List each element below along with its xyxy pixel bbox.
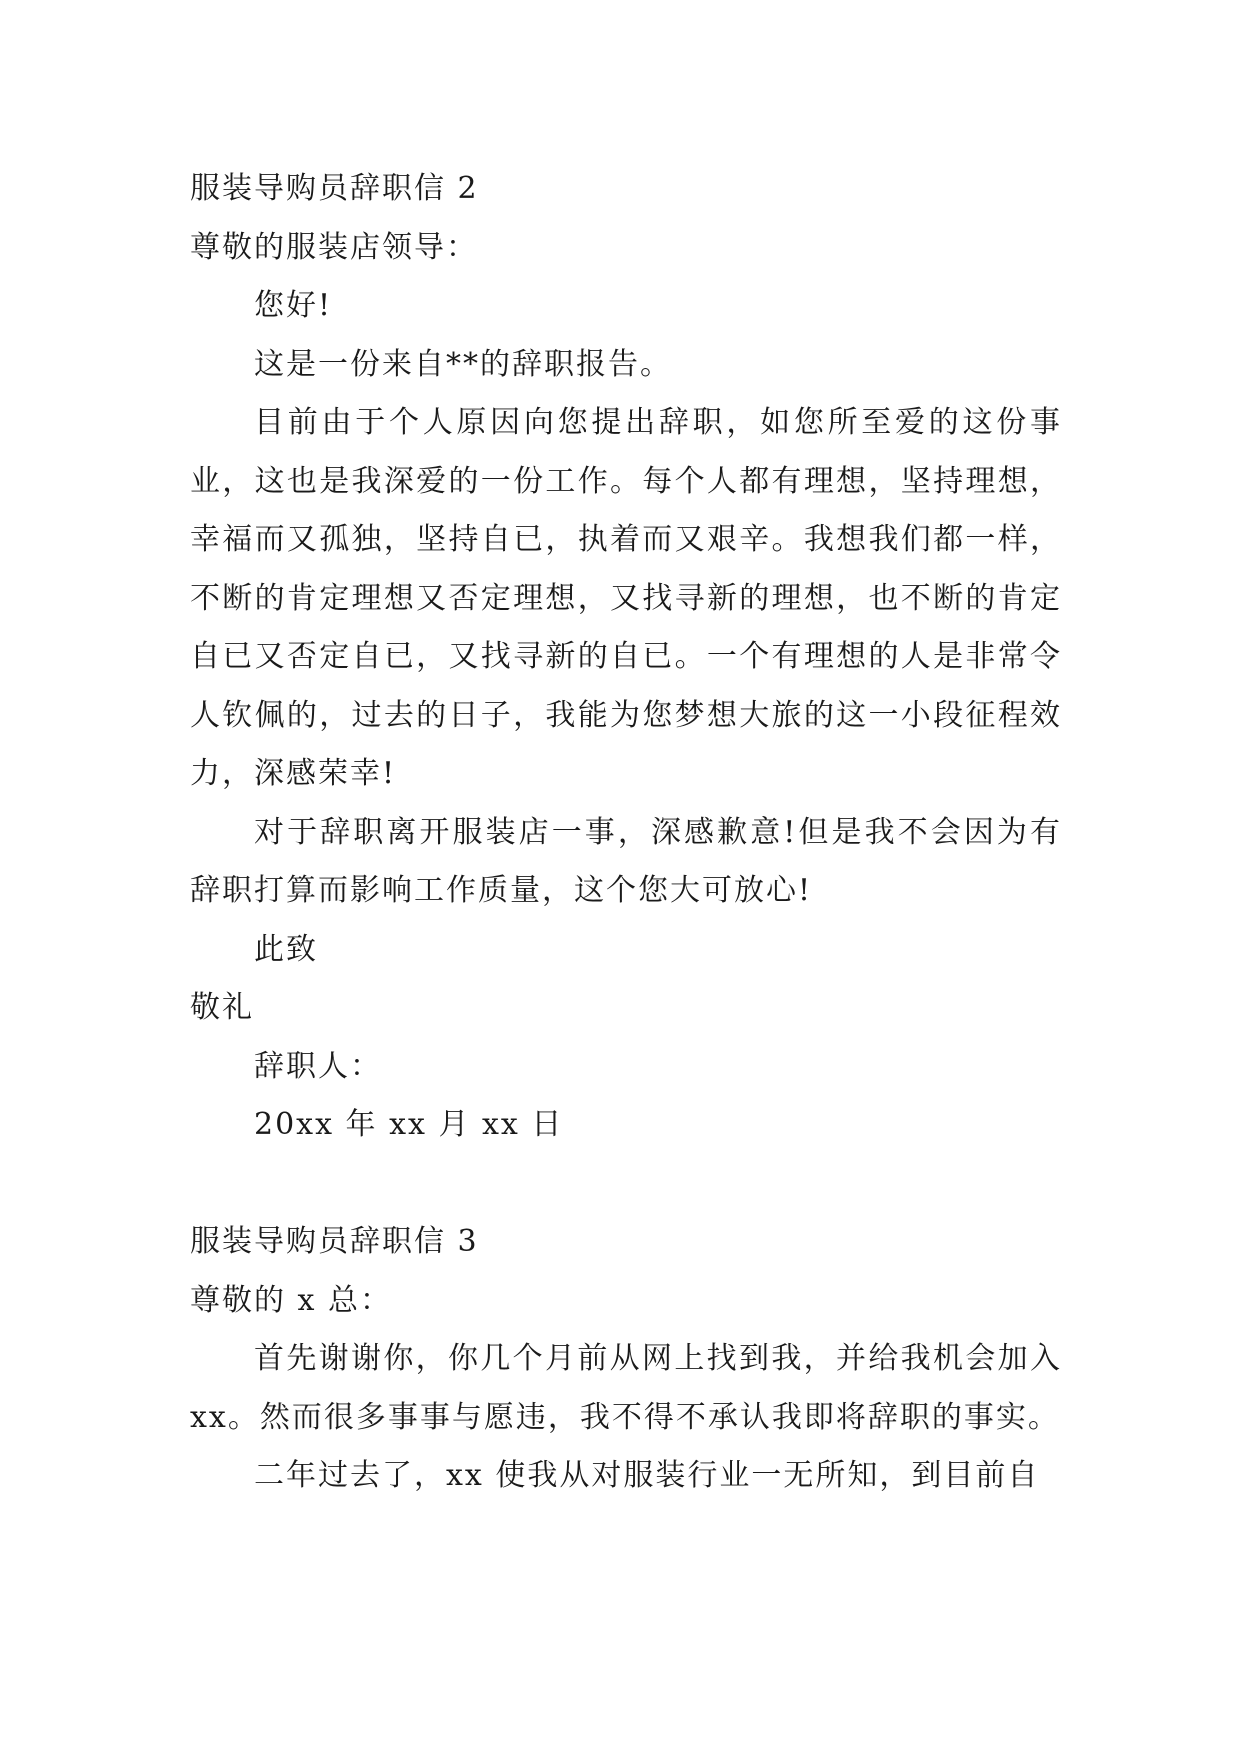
letter-2-intro: 这是一份来自**的辞职报告。 [254, 346, 672, 382]
letter-2-title: 服装导购员辞职信 2 [190, 171, 479, 206]
letter-2-closing-2: 敬礼 [190, 990, 254, 1025]
letter-2-closing-1: 此致 [254, 931, 318, 967]
document-body [190, 160, 1062, 1506]
letter-2-paragraph-2: 对于辞职离开服装店一事，深感歉意!但是我不会因为有辞职打算而影响工作质量，这个您大可放心! [190, 814, 1062, 908]
letter-2-salutation: 尊敬的服装店领导： [190, 229, 478, 265]
letter-2-date: 20xx 年 xx 月 xx 日 [254, 1107, 564, 1142]
letter-2-greeting: 您好! [254, 288, 333, 323]
section-gap [190, 1155, 1062, 1214]
letter-3-salutation: 尊敬的 x 总： [190, 1282, 392, 1318]
letter-3-paragraph-2: 二年过去了，xx 使我从对服装行业一无所知，到目前自 [254, 1458, 1040, 1493]
letter-2-signer: 辞职人： [254, 1048, 382, 1084]
letter-3-title: 服装导购员辞职信 3 [190, 1224, 479, 1259]
letter-2-paragraph-1: 目前由于个人原因向您提出辞职，如您所至爱的这份事业，这也是我深爱的一份工作。每个人都有理想，坚持理想，幸福而又孤独，坚持自已，执着而又艰辛。我想我们都一样，不断的肯定理想又否定理想，又找寻新的理想，也不断的肯定自已又否定自已，又找寻新的自已。一个有理想的人是非常令人钦佩的，过去的日子，我能为您梦想大旅的这一小段征程效力，深感荣幸! [190, 405, 1062, 791]
letter-3-paragraph-1: 首先谢谢你，你几个月前从网上找到我，并给我机会加入 xx。然而很多事事与愿违，我不得不承认我即将辞职的事实。 [190, 1341, 1062, 1435]
